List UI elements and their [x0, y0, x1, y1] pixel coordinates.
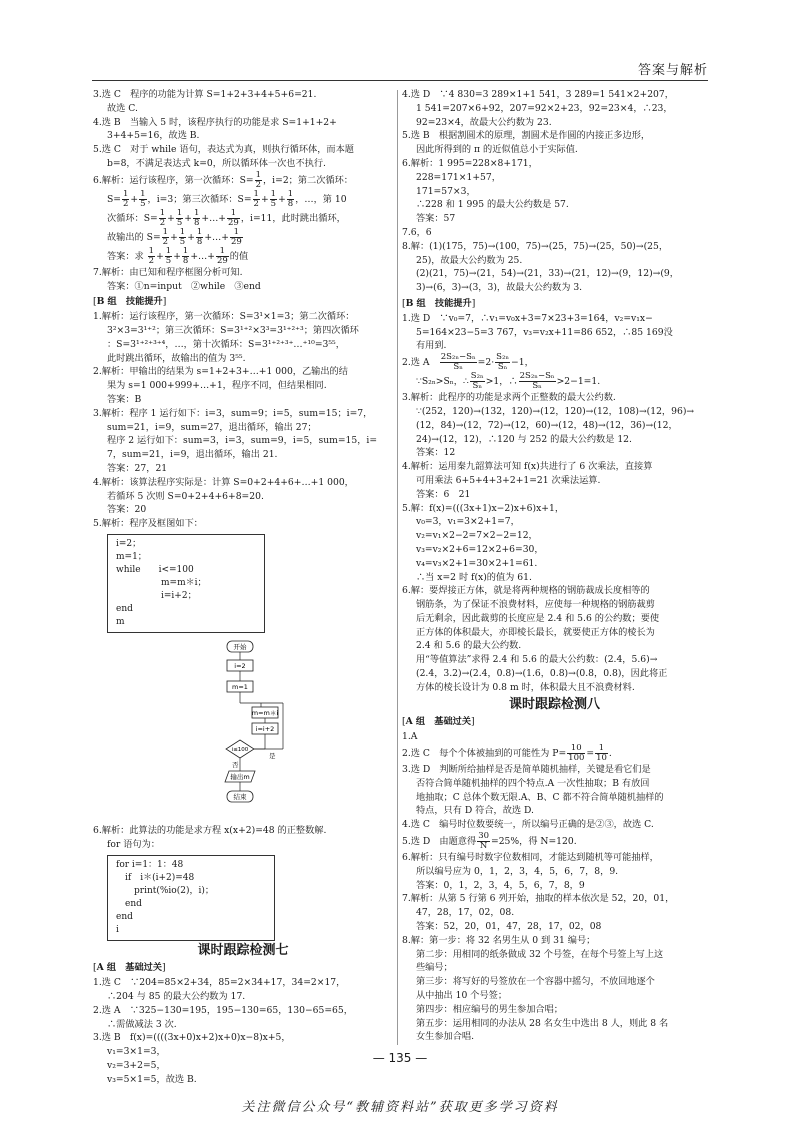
code-line: for i=1：1：48: [116, 859, 184, 870]
code-line: while i<=100: [116, 564, 194, 575]
text-line: 答案：①n=input ②while ③end: [107, 280, 261, 292]
text-line: 用“等值算法”求得 2.4 和 5.6 的最大公约数：(2.4，5.6)→: [416, 654, 658, 666]
text-line: 否符合简单随机抽样的四个特点.A 一次性抽取；B 有放回: [416, 777, 650, 789]
text-line: v₄=v₃×2+1=30×2+1=61.: [416, 557, 538, 569]
text-line: 2.选 A ∵325−130=195，195−130=65，130−65=65，: [93, 1004, 353, 1016]
text-line: 7，sum=21，i=9，退出循环，输出 21.: [107, 449, 278, 461]
q6-answer: 答案：求 $\frac{1}{2}$ + $\frac{1}{5}$ + $\frac{1}{8}$ +…+ $\frac{1}{29}$ 的值: [107, 246, 249, 266]
text-line: 程序 2 运行如下：sum=3，i=3，sum=9，i=5，sum=15，i=: [107, 435, 378, 447]
code-line: print(%io(2)，i)；: [116, 885, 214, 896]
section-title-8: 课时跟踪检测八: [508, 696, 600, 712]
text-line: 8.解：第一步：将 32 名男生从 0 到 31 编号；: [402, 934, 596, 946]
text-line: 5=164×23−5=3 767，v₃=v₂x+11=86 652，∴85 169没: [416, 326, 673, 338]
text-line: v₂=3+2=5，: [107, 1059, 166, 1071]
text-line: 答案：57: [416, 213, 456, 225]
text-line: 第五步：运用相同的办法从 28 名女生中选出 8 人，则此 8 名: [416, 1017, 669, 1029]
text-line: 地抽取；C 总体个数无限.A、B、C 都不符合简单随机抽样的: [416, 791, 664, 803]
flow-no-label: 否: [232, 760, 239, 769]
text-line: for 语句为：: [107, 838, 160, 850]
code-line: end: [116, 898, 142, 909]
page-number: — 135 —: [372, 1051, 428, 1065]
text-line: 答案：20: [107, 504, 147, 516]
code-line: m=m＊i；: [116, 577, 207, 588]
header-title: 答案与解析: [637, 63, 708, 78]
text-line: (2.4，3.2)→(2.4，0.8)→(1.6，0.8)→(0.8，0.8)，因此将正: [416, 668, 668, 680]
column-divider: [397, 90, 398, 1045]
text-line: 6.解析：此算法的功能是求方程 x(x+2)=48 的正整数解.: [93, 824, 327, 836]
text-line: 答案：B: [107, 393, 142, 405]
text-line: 后无剩余，因此裁剪的长度应是 2.4 和 5.6 的公约数；要使: [416, 612, 660, 624]
text-line: b=8，不满足表达式 k=0，所以循环体一次也不执行.: [107, 157, 326, 169]
text-line: 可用乘法 6+5+4+3+2+1=21 次乘法运算.: [416, 474, 601, 486]
flowchart: [93, 639, 393, 822]
flow-start-label: 开始: [233, 642, 247, 651]
text-line: 25)，故最大公约数为 25.: [416, 254, 523, 266]
text-line: sum=21，i=9，sum=27，退出循环，输出 27；: [107, 421, 317, 433]
s2-line1: 2.选 A $\frac{\text{2S₂ₙ−Sₙ}}{\text{Sₙ}}$ =2· $\frac{\text{S₂ₙ}}{\text{Sₙ}}$ −1，: [402, 353, 534, 373]
q6-line3: 次循环：S= $\frac{1}{2}$ + $\frac{1}{5}$ + $\frac{1}{8}$ +…+ $\frac{1}{29}$ ，i=11，此时跳出循环，: [107, 208, 346, 228]
text-line: 答案：27，21: [107, 462, 168, 474]
text-line: 所以编号应为 0，1，2，3，4，5，6，7，8，9.: [416, 865, 619, 877]
text-line: 答案：0，1，2，3，4，5，6，7，8，9: [416, 879, 585, 891]
text-line: 特点，只有 D 符合，故选 D.: [416, 805, 534, 817]
flow-init-i-label: i=2: [234, 661, 246, 670]
text-line: 5.解析：程序及框图如下：: [93, 518, 203, 530]
text-line: 171=57×3，: [416, 185, 476, 197]
flow-output-label: 输出m: [230, 772, 250, 781]
text-line: 2.解析：甲输出的结果为 s=1+2+3+…+1 000，乙输出的结: [93, 366, 348, 378]
section-heading-b: [B 组 技能提升]: [93, 296, 167, 308]
program-box-2: [107, 855, 275, 941]
text-line: 3²×3=3¹⁺²；第三次循环：S=3¹⁺²×3³=3¹⁺²⁺³；第四次循环: [107, 324, 359, 336]
text-line: 92=23×4，故最大公约数为 23.: [416, 116, 552, 128]
text-line: 方体的棱长设计为 0.8 m 时，体积最大且不浪费材料.: [416, 681, 635, 693]
t2-line: 2.选 C 每个个体被抽到的可能性为 P= $\frac{10}{100}$ = $\frac{1}{10}$ .: [402, 744, 612, 764]
text-line: ∵(252，120)→(132，120)→(12，120)→(12，108)→(12，96)→: [416, 405, 695, 417]
section-heading-b-right: [B 组 技能提升]: [402, 297, 476, 309]
text-line: 24)→(12，12)，∴120 与 252 的最大公约数是 12.: [416, 433, 632, 445]
text-line: 3)→(6，3)→(3，3)，故最大公约数为 3.: [416, 282, 583, 294]
s2-line2: ∵S₂ₙ>Sₙ，∴ $\frac{\text{S₂ₙ}}{\text{Sₙ}}$ >1，∴ $\frac{\text{2S₂ₙ−Sₙ}}{\text{Sₙ}}$ >2−1=1.: [416, 372, 601, 392]
program-box: [107, 534, 265, 633]
text-line: 因此所得到的 π 的近似值总小于实际值.: [416, 144, 578, 156]
text-line: 6.解：要焊接正方体，就是将两种规格的钢筋裁成长度相等的: [402, 585, 650, 597]
text-line: v₃=5×1=5，故选 B.: [107, 1073, 197, 1085]
text-line: v₃=v₂×2+6=12×2+6=30，: [416, 543, 544, 555]
text-line: 4.解析：运用秦九韶算法可知 f(x)共进行了 6 次乘法，直接算: [402, 461, 653, 473]
text-line: 第二步：用相同的纸条做成 32 个号签，在每个号签上写上这: [416, 948, 664, 960]
text-line: v₁=3×1=3，: [107, 1046, 166, 1058]
text-line: 8.解：(1)(175，75)→(100，75)→(25，75)→(25，50)→(25，: [402, 240, 669, 252]
text-line: 1.选 C ∵204=85×2+34，85=2×34+17，34=2×17，: [93, 977, 346, 989]
text-line: 1 541=207×6+92，207=92×2+23，92=23×4，∴23，: [416, 102, 673, 114]
flow-multiply-label: m=m＊i: [251, 708, 279, 717]
text-line: v₂=v₁×2−2=7×2−2=12，: [416, 530, 538, 542]
section-title-7: 课时跟踪检测七: [197, 942, 289, 958]
flow-end-label: 结束: [233, 792, 247, 801]
text-line: ∴204 与 85 的最大公约数为 17.: [107, 990, 246, 1002]
text-line: 2.4 和 5.6 的最大公约数.: [416, 640, 522, 652]
code-line: i: [116, 924, 119, 935]
text-line: ∴228 和 1 995 的最大公约数是 57.: [416, 199, 569, 211]
text-line: 3.选 B f(x)=((((3x+0)x+2)x+0)x−8)x+5，: [93, 1032, 291, 1044]
text-line: 女生参加合唱.: [416, 1031, 475, 1043]
t5-line: 5.选 D 由题意得 $\frac{30}{N}$ =25%，得 N=120.: [402, 832, 577, 852]
section-heading-a8: [A 组 基础过关]: [402, 716, 475, 728]
text-line: 5.选 B 根据割圆术的原理，割圆术是作圆的内接正多边形，: [402, 130, 651, 142]
section-heading-a7: [A 组 基础过关]: [93, 962, 166, 974]
text-line: 些编号；: [416, 962, 453, 974]
text-line: 有用到.: [416, 340, 447, 352]
text-line: 正方体的体积最大，亦即棱长最长，就要使正方体的棱长为: [416, 626, 655, 638]
text-line: 4.选 C 编号时位数要统一，所以编号正确的是②③，故选 C.: [402, 819, 654, 831]
text-line: 7.6，6: [402, 226, 432, 238]
text-line: 若循环 5 次则 S=0+2+4+6+8=20.: [107, 490, 264, 502]
text-line: ：S=3¹⁺²⁺³⁺⁴，…，第十次循环：S=3¹⁺²⁺³⁺…⁺¹⁰=3⁵⁵，: [107, 338, 345, 350]
text-line: 4.选 D ∵4 830=3 289×1+1 541，3 289=1 541×2+207，: [402, 89, 674, 100]
page-header: [92, 58, 708, 81]
text-line: 第四步：相应编号的男生参加合唱；: [416, 1003, 563, 1015]
text-line: 6.解析：1 995=228×8+171，: [402, 157, 538, 169]
text-line: 1.A: [402, 731, 418, 743]
code-line: end: [116, 911, 133, 922]
code-line: i=2；: [116, 538, 142, 549]
text-line: 5.解：f(x)=(((3x+1)x−2)x+6)x+1，: [402, 502, 565, 514]
q6-line1: 6.解析：运行该程序，第一次循环：S= $\frac{1}{2}$ ，i=2；第二次循环：: [93, 170, 353, 190]
text-line: 4.选 B 当输入 5 时，该程序执行的功能是求 S=1+1+2+: [93, 116, 337, 128]
text-line: 3.解析：程序 1 运行如下：i=3，sum=9；i=5，sum=15；i=7，: [93, 407, 373, 419]
right-column: [402, 88, 707, 1044]
text-line: ∴需做减法 3 次.: [107, 1018, 177, 1030]
text-line: 7.解析：由已知和程序框图分析可知.: [93, 266, 243, 278]
flowchart-svg: [93, 639, 393, 822]
text-line: 果为 s=1 000+999+…+1，程序不同，但结果相同.: [107, 380, 327, 392]
text-line: 故选 C.: [107, 102, 138, 114]
text-line: 5.选 C 对于 while 语句，表达式为真，则执行循环体，而本题: [93, 144, 354, 156]
left-column: [93, 88, 393, 1086]
text-line: 钢筋条，为了保证不浪费材料，应使每一种规格的钢筋裁剪: [416, 599, 655, 611]
text-line: 答案：6 21: [416, 488, 471, 500]
text-line: 1.选 D ∵v₀=7，∴v₁=v₀x+3=7×23+3=164，v₂=v₁x−: [402, 312, 653, 324]
text-line: 47，28，17，02，08.: [416, 907, 515, 919]
q6-line4: 故输出的 S= $\frac{1}{2}$ + $\frac{1}{5}$ + $\frac{1}{8}$ +…+ $\frac{1}{29}$: [107, 227, 242, 247]
q6-line2: S= $\frac{1}{2}$ + $\frac{1}{5}$ ，i=3；第三次循环：S= $\frac{1}{2}$ + $\frac{1}{5}$ + $\frac{1}{8}$ ，…，第 10: [107, 189, 347, 209]
text-line: 7.解析：从第 5 行第 6 列开始，抽取的样本依次是 52，20，01，: [402, 893, 675, 905]
text-line: 答案：12: [416, 447, 456, 459]
text-line: 3.选 D 判断所给抽样是否是简单随机抽样，关键是看它们是: [402, 764, 651, 776]
text-line: 此时跳出循环，故输出的值为 3⁵⁵.: [107, 352, 246, 364]
text-line: 3.解析：此程序的功能是求两个正整数的最大公约数.: [402, 392, 616, 404]
text-line: 3+4+5=16，故选 B.: [107, 130, 200, 142]
flow-yes-label: 是: [269, 751, 276, 760]
text-line: ∴当 x=2 时 f(x)的值为 61.: [416, 571, 532, 583]
code-line: m: [116, 616, 125, 627]
code-line: m=1；: [116, 551, 147, 562]
code-line: i=i+2；: [116, 590, 197, 601]
text-line: 3.选 C 程序的功能为计算 S=1+2+3+4+5+6=21.: [93, 89, 317, 100]
text-line: v₀=3，v₁=3×2+1=7，: [416, 516, 520, 528]
flow-increment-label: i=i+2: [255, 724, 275, 733]
code-line: if i＊(i+2)=48: [116, 872, 195, 883]
text-line: 228=171×1+57，: [416, 171, 501, 183]
text-line: 从中抽出 10 个号签；: [416, 990, 508, 1002]
text-line: 答案：52，20，01，47，28，17，02，08: [416, 921, 602, 933]
flow-init-m-label: m=1: [232, 682, 248, 691]
text-line: 第三步：将写好的号签放在一个容器中摇匀，不放回地逐个: [416, 976, 655, 988]
flow-condition-label: i≤100: [231, 746, 249, 753]
text-line: 4.解析：该算法程序实际是：计算 S=0+2+4+6+…+1 000，: [93, 476, 354, 488]
text-line: 6.解析：只有编号时数字位数相同，才能达到随机等可能抽样，: [402, 852, 659, 864]
text-line: (2)(21，75)→(21，54)→(21，33)→(21，12)→(9，12)→(9，: [416, 268, 679, 280]
text-line: (12，84)→(12，72)→(12，60)→(12，48)→(12，36)→(12，: [416, 419, 678, 431]
footer-note: 关注微信公众号“教辅资料站”获取更多学习资料: [241, 1100, 559, 1115]
text-line: 1.解析：运行该程序，第一次循环：S=3¹×1=3；第二次循环：: [93, 311, 355, 323]
code-line: end: [116, 603, 133, 614]
